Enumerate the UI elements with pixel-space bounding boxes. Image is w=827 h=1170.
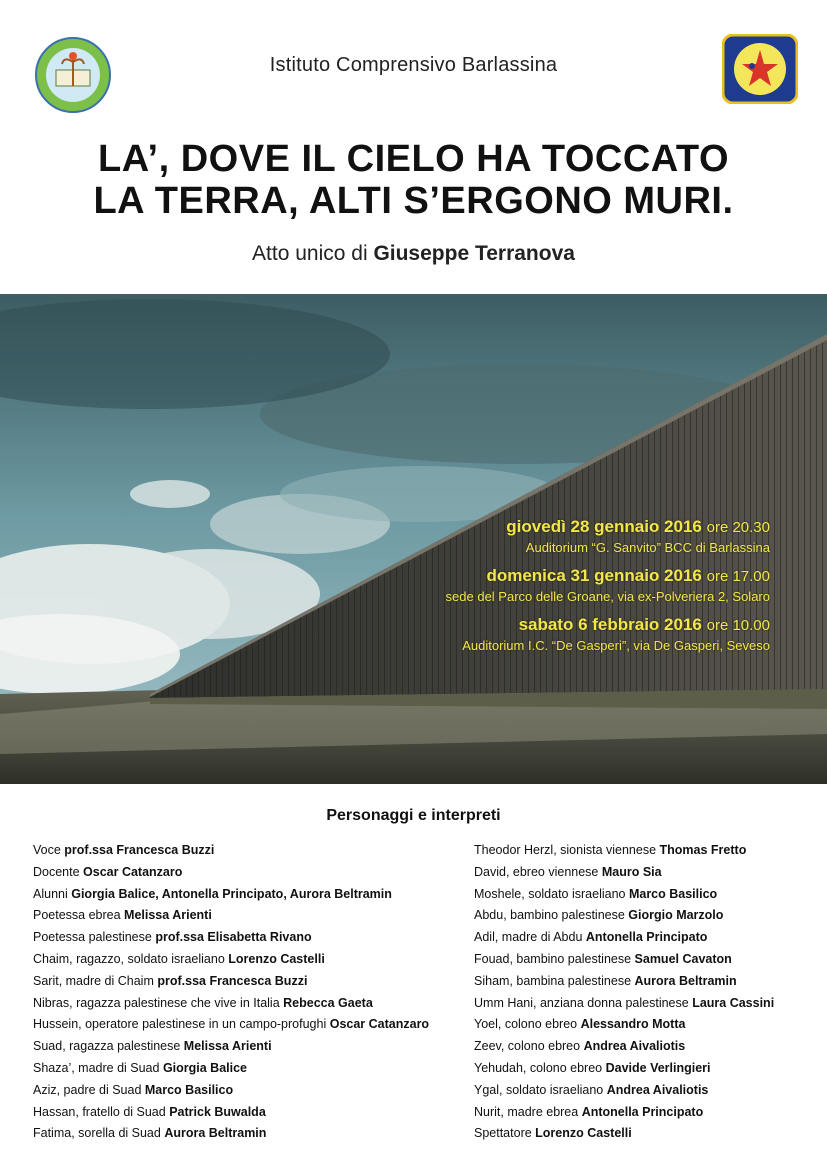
cast-row: Spettatore Lorenzo Castelli (474, 1126, 632, 1141)
event-item (446, 516, 770, 557)
cast-row: David, ebreo viennese Mauro Sia (474, 864, 662, 879)
cast-row: Moshele, soldato israeliano Marco Basilico (474, 886, 718, 901)
cast-row: Yehudah, colono ebreo Davide Verlingieri (474, 1060, 711, 1075)
event-place: Auditorium “G. Sanvito” BCC di Barlassina (525, 540, 770, 555)
cast-row: Chaim, ragazzo, soldato israeliano Lorenzo Castelli (33, 951, 325, 966)
cast-row: Nurit, madre ebrea Antonella Principato (474, 1104, 704, 1119)
cast-row: Abdu, bambino palestinese Giorgio Marzolo (474, 908, 724, 923)
cast-list-right (474, 840, 814, 1145)
cast-row: Theodor Herzl, sionista viennese Thomas Fretto (474, 843, 747, 857)
cast-row: Docente Oscar Catanzaro (33, 864, 183, 879)
subtitle (0, 242, 827, 266)
play-title (0, 138, 827, 222)
event-date: sabato 6 febbraio 2016 (518, 615, 702, 634)
subtitle-prefix: Atto unico di (252, 242, 374, 265)
institute-name: Istituto Comprensivo Barlassina (269, 54, 558, 76)
title-line-2: LA TERRA, ALTI S’ERGONO MURI. (93, 180, 734, 222)
cast-row: Fouad, bambino palestinese Samuel Cavaton (474, 951, 732, 966)
cast-row: Sarit, madre di Chaim prof.ssa Francesca Buzzi (33, 973, 308, 988)
cast-heading: Personaggi e interpreti (326, 807, 501, 824)
cast-row: Suad, ragazza palestinese Melissa Arienti (33, 1039, 272, 1054)
cast-row: Nibras, ragazza palestinese che vive in Italia Rebecca Gaeta (33, 995, 373, 1010)
cast-row: Ygal, soldato israeliano Andrea Aivaliotis (474, 1082, 709, 1097)
cast-row: Poetessa ebrea Melissa Arienti (33, 908, 212, 923)
event-place: Auditorium I.C. “De Gasperi”, via De Gasperi, Seveso (462, 638, 770, 653)
cast-row: Hassan, fratello di Suad Patrick Buwalda (33, 1104, 266, 1119)
cast-row: Siham, bambina palestinese Aurora Beltramin (474, 973, 737, 988)
title-line-1: LA’, DOVE IL CIELO HA TOCCATO (98, 138, 729, 180)
cast-row: Zeev, colono ebreo Andrea Aivaliotis (474, 1039, 686, 1054)
cast-row: Fatima, sorella di Suad Aurora Beltramin (33, 1126, 267, 1141)
event-item (446, 565, 770, 606)
cast-row: Hussein, operatore palestinese in un campo-profughi Oscar Catanzaro (33, 1017, 430, 1032)
cast-row: Adil, madre di Abdu Antonella Principato (474, 930, 708, 945)
event-time: ore 10.00 (706, 617, 770, 634)
cast-row: Umm Hani, anziana donna palestinese Laura Cassini (474, 995, 775, 1010)
cast-row: Voce prof.ssa Francesca Buzzi (33, 843, 215, 857)
event-time: ore 17.00 (706, 568, 770, 585)
cast-row: Yoel, colono ebreo Alessandro Motta (474, 1017, 686, 1032)
event-date: domenica 31 gennaio 2016 (486, 566, 702, 585)
cast-row: Alunni Giorgia Balice, Antonella Principato, Aurora Beltramin (33, 886, 392, 901)
author-name: Giuseppe Terranova (373, 242, 575, 265)
cast-row: Aziz, padre di Suad Marco Basilico (33, 1082, 234, 1097)
cast-list-left (33, 840, 453, 1145)
event-place: sede del Parco delle Groane, via ex-Polveriera 2, Solaro (445, 589, 770, 604)
cast-row: Shaza’, madre di Suad Giorgia Balice (33, 1060, 248, 1075)
event-date: giovedì 28 gennaio 2016 (506, 517, 702, 536)
event-list (446, 516, 770, 663)
event-time: ore 20.30 (706, 519, 770, 536)
event-item (446, 614, 770, 655)
cast-row: Poetessa palestinese prof.ssa Elisabetta Rivano (33, 930, 312, 945)
